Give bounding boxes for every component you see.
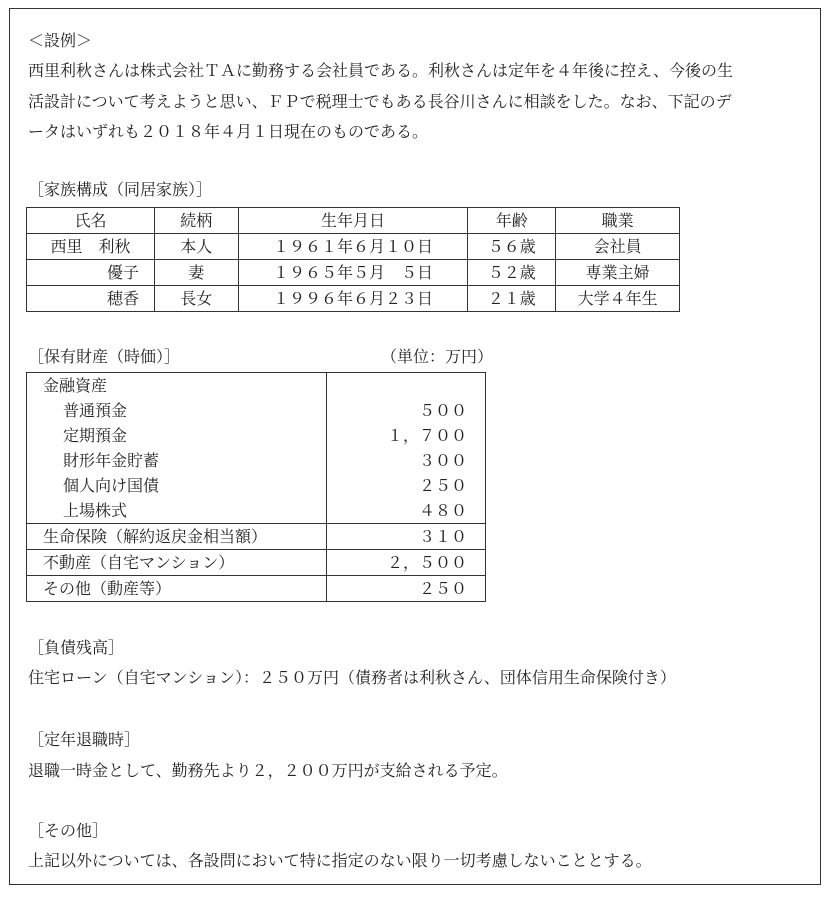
header-relation: 続柄 xyxy=(154,208,238,234)
header-name: 氏名 xyxy=(27,208,155,234)
asset-value: ３００ xyxy=(326,448,486,473)
header-birthdate: 生年月日 xyxy=(238,208,468,234)
header-occupation: 職業 xyxy=(556,208,680,234)
member-birthdate: １９６１年６月１０日 xyxy=(238,234,468,260)
asset-label: 定期預金 xyxy=(27,423,327,448)
example-heading: ＜設例＞ xyxy=(28,31,93,50)
member-birthdate: １９６５年５月 ５日 xyxy=(238,260,468,286)
member-name: 西里 利秋 xyxy=(27,234,155,260)
asset-label: 財形年金貯蓄 xyxy=(27,448,327,473)
member-name: 穂香 xyxy=(27,286,155,312)
asset-label: その他（動産等） xyxy=(27,576,327,602)
member-age: ５６歳 xyxy=(468,234,556,260)
table-row xyxy=(27,576,486,602)
member-occupation: 会社員 xyxy=(556,234,680,260)
header-age: 年齢 xyxy=(468,208,556,234)
member-birthdate: １９９６年６月２３日 xyxy=(238,286,468,312)
family-table xyxy=(26,207,680,312)
assets-unit: （単位：万円） xyxy=(381,347,494,366)
member-occupation: 大学４年生 xyxy=(556,286,680,312)
intro-line-3: ータはいずれも２０１８年４月１日現在のものである。 xyxy=(28,122,429,141)
asset-value: ２，５００ xyxy=(326,550,486,576)
member-relation: 妻 xyxy=(154,260,238,286)
asset-label: 個人向け国債 xyxy=(27,473,327,498)
debt-text: 住宅ローン（自宅マンション）：２５０万円（債務者は利秋さん、団体信用生命保険付き） xyxy=(28,668,676,687)
table-row xyxy=(27,286,680,312)
table-row xyxy=(27,234,680,260)
family-heading: ［家族構成（同居家族）］ xyxy=(28,180,213,199)
debt-heading: ［負債残高］ xyxy=(28,638,125,657)
assets-table xyxy=(26,372,486,602)
assets-heading: ［保有財産（時価）］ xyxy=(28,347,181,366)
retirement-heading: ［定年退職時］ xyxy=(28,730,141,749)
other-text: 上記以外については、各設問において特に指定のない限り一切考慮しないこととする。 xyxy=(28,851,652,870)
intro-line-1: 西里利秋さんは株式会社ＴＡに勤務する会社員である。利秋さんは定年を４年後に控え、今後の生 xyxy=(28,61,733,80)
table-row xyxy=(27,423,486,448)
table-row xyxy=(27,498,486,524)
member-age: ２１歳 xyxy=(468,286,556,312)
intro-line-2: 活設計について考えようと思い、ＦＰで税理士でもある長谷川さんに相談をした。なお、下記のデ xyxy=(28,92,732,111)
table-row xyxy=(27,398,486,423)
asset-label: 金融資産 xyxy=(27,373,327,399)
other-heading: ［その他］ xyxy=(28,821,109,840)
asset-value xyxy=(326,373,486,399)
asset-value: ２５０ xyxy=(326,473,486,498)
asset-label: 不動産（自宅マンション） xyxy=(27,550,327,576)
member-name: 優子 xyxy=(27,260,155,286)
member-occupation: 専業主婦 xyxy=(556,260,680,286)
asset-label: 生命保険（解約返戻金相当額） xyxy=(27,524,327,550)
table-row xyxy=(27,524,486,550)
table-row xyxy=(27,260,680,286)
table-row xyxy=(27,448,486,473)
asset-value: ４８０ xyxy=(326,498,486,524)
asset-label: 普通預金 xyxy=(27,398,327,423)
asset-value: １，７００ xyxy=(326,423,486,448)
asset-value: ２５０ xyxy=(326,576,486,602)
asset-label: 上場株式 xyxy=(27,498,327,524)
asset-value: ３１０ xyxy=(326,524,486,550)
retirement-text: 退職一時金として、勤務先より２，２００万円が支給される予定。 xyxy=(28,761,508,780)
table-row xyxy=(27,550,486,576)
member-relation: 長女 xyxy=(154,286,238,312)
member-relation: 本人 xyxy=(154,234,238,260)
table-row xyxy=(27,473,486,498)
family-header-row xyxy=(27,208,680,234)
member-age: ５２歳 xyxy=(468,260,556,286)
table-row xyxy=(27,373,486,399)
asset-value: ５００ xyxy=(326,398,486,423)
